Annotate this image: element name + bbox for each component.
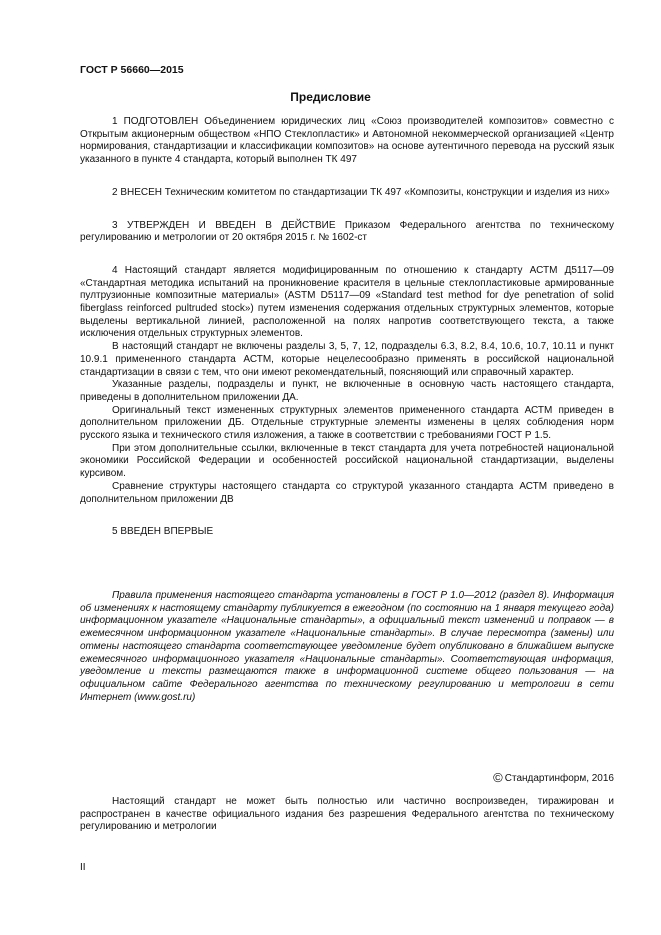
section-2: 2 ВНЕСЕН Техническим комитетом по стандартизации ТК 497 «Композиты, конструкции и изделия из них» bbox=[112, 186, 610, 198]
section-3: 3 УТВЕРЖДЕН И ВВЕДЕН В ДЕЙСТВИЕ Приказом Федерального агентства по техническому регулированию и метрологии от 20 октября 2015 г. № 1602-ст bbox=[80, 219, 614, 244]
section-4-paragraph-5: При этом дополнительные ссылки, включенные в текст стандарта для учета потребностей национальной экономики Российской Федерации и особенностей российской национальной стандартизации, выделены курсивом. bbox=[80, 442, 614, 480]
section-1: 1 ПОДГОТОВЛЕН Объединением юридических лиц «Союз производителей композитов» совместно с Открытым акционерным обществом «НПО Стеклопластик» и Автономной некоммерческой организацией «Центр нормирования, стандартизации и классификации композитов» на основе аутентичного перевода на русский язык указанного в пункте 4 стандарта, который выполнен ТК 497 bbox=[80, 116, 614, 166]
section-5: 5 ВВЕДЕН ВПЕРВЫЕ bbox=[112, 526, 214, 538]
section-4-paragraph-2: В настоящий стандарт не включены разделы 3, 5, 7, 12, подразделы 6.3, 8.2, 8.4, 10.6, 10.7, 10.11 и пункт 10.9.1 примененного стандарта АСТМ, которые нецелесообразно применять в российской национальной стандартизации в связи с тем, что они имеют рекомендательный, поясняющий или справочный характер. bbox=[80, 341, 614, 378]
document-code: ГОСТ Р 56660—2015 bbox=[80, 64, 184, 76]
section-4-paragraph-3: Указанные разделы, подразделы и пункт, не включенные в основную часть настоящего стандарта, приведены в дополнительном приложении ДА. bbox=[80, 379, 614, 403]
rules-notice-text: Правила применения настоящего стандарта установлены в ГОСТ Р 1.0—2012 (раздел 8). Информация об изменениях к настоящему стандарту публикуется в ежегодном (по состоянию на 1 января текущего года) информационном указателе «Национальные стандарты», а официальный текст изменений и поправок — в ежемесячном информационном указателе «Национальные стандарты». В случае пересмотра (замены) или отмены настоящего стандарта соответствующее уведомление будет опубликовано в ближайшем выпуске ежемесячного информационного указателя «Национальные стандарты». Соответствующая информация, уведомление и тексты размещаются также в информационной системе общего пользования — на официальном сайте Федерального агентства по техническому регулированию и метрологии в сети Интернет (www.gost.ru) bbox=[80, 590, 614, 703]
page-number: II bbox=[80, 862, 86, 873]
reproduction-notice-text: Настоящий стандарт не может быть полностью или частично воспроизведен, тиражирован и распространен в качестве официального издания без разрешения Федерального агентства по техническому регулированию и метрологии bbox=[80, 796, 614, 833]
section-4-paragraph-6: Сравнение структуры настоящего стандарта со структурой указанного стандарта АСТМ приведено в дополнительном приложении ДВ bbox=[80, 480, 614, 505]
copyright-text: Стандартинформ, 2016 bbox=[504, 773, 614, 784]
section-4-paragraph-4: Оригинальный текст измененных структурных элементов примененного стандарта АСТМ приведен в дополнительном приложении ДБ. Отдельные структурные элементы изменены в целях соблюдения норм русского языка и технического стиля изложения, а также в соответствии с требованиями ГОСТ Р 1.5. bbox=[80, 404, 614, 442]
foreword-body bbox=[80, 116, 614, 539]
copyright-symbol: © bbox=[493, 770, 503, 785]
section-4-paragraph-1: 4 Настоящий стандарт является модифицированным по отношению к стандарту АСТМ Д5117—09 «Стандартная методика испытаний на проникновение красителя в цельные стеклопластиковые армированные пултрузионные композитные материалы» (ASTM D5117—09 «Standard test method for dye penetration of solid fiberglass reinforced pultruded stock») путем изменения содержания отдельных структурных элементов, которые выделены вертикальной линией, расположенной на полях напротив соответствующего текста, а также исключения отдельных структурных элементов. bbox=[80, 264, 614, 340]
reproduction-notice bbox=[80, 796, 614, 834]
page-title: Предисловие bbox=[290, 90, 371, 104]
rules-notice bbox=[80, 590, 614, 704]
copyright bbox=[493, 770, 614, 785]
